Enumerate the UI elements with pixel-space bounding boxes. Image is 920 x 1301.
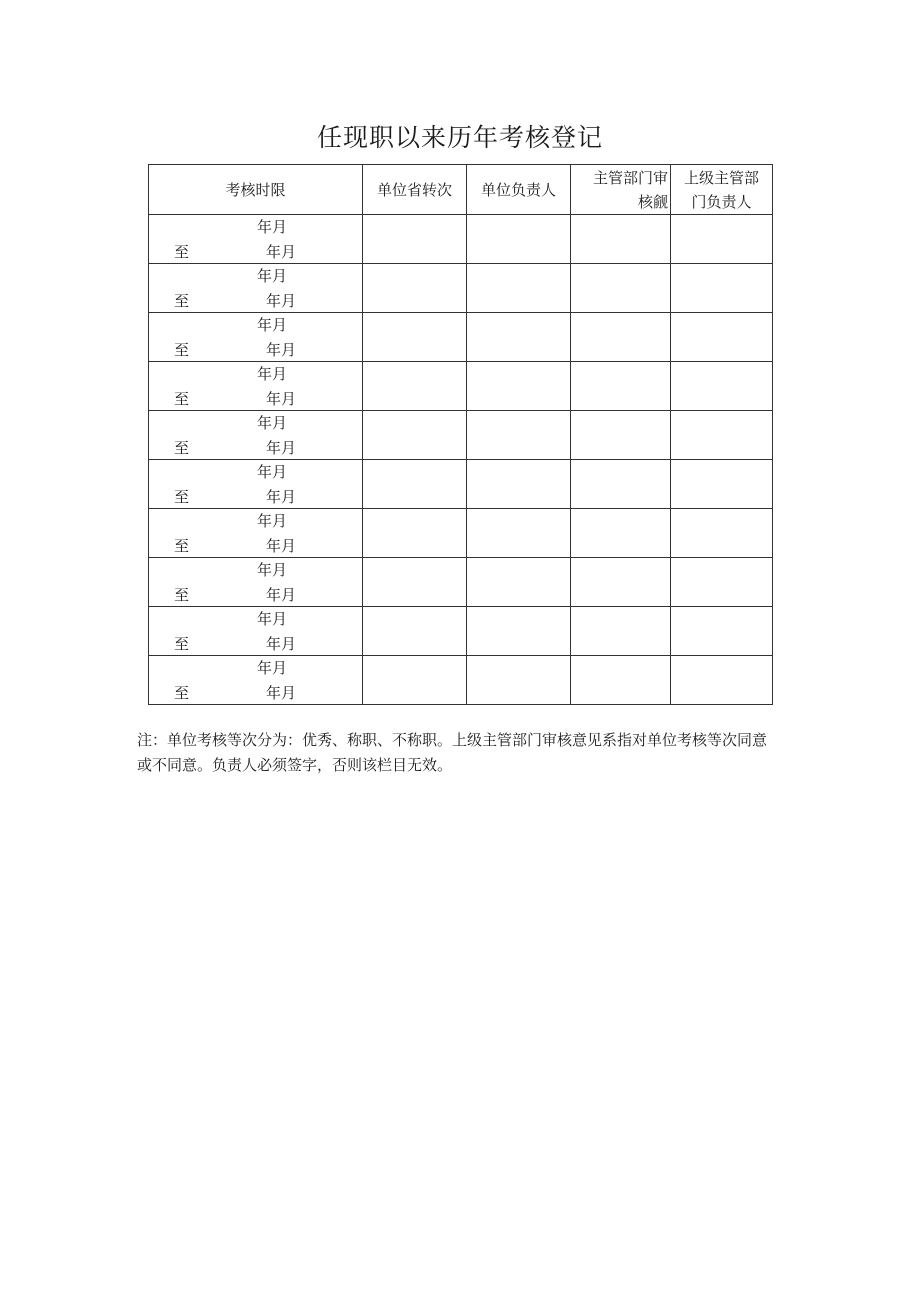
period-until-label: 年月 <box>266 439 297 457</box>
period-to-label: 至 <box>174 537 190 555</box>
period-until-label: 年月 <box>266 292 297 310</box>
period-from-label: 年月 <box>257 267 288 285</box>
period-until-label: 年月 <box>266 243 297 261</box>
period-until-label: 年月 <box>266 635 297 653</box>
dept-review-cell[interactable] <box>571 264 671 313</box>
period-until-label: 年月 <box>266 537 297 555</box>
period-to-label: 至 <box>174 243 190 261</box>
period-to-label: 至 <box>174 390 190 408</box>
superior-head-signature-cell[interactable] <box>671 264 773 313</box>
grade-cell[interactable] <box>363 411 467 460</box>
period-cell[interactable] <box>149 215 363 264</box>
grade-cell[interactable] <box>363 264 467 313</box>
period-to-label: 至 <box>174 341 190 359</box>
period-until-label: 年月 <box>266 390 297 408</box>
unit-head-signature-cell[interactable] <box>467 509 571 558</box>
dept-review-cell[interactable] <box>571 362 671 411</box>
unit-head-signature-cell[interactable] <box>467 264 571 313</box>
header-grade: 单位省转次 <box>363 165 467 215</box>
grade-cell[interactable] <box>363 362 467 411</box>
period-from-label: 年月 <box>257 365 288 383</box>
period-cell[interactable] <box>149 362 363 411</box>
superior-head-signature-cell[interactable] <box>671 460 773 509</box>
grade-cell[interactable] <box>363 509 467 558</box>
unit-head-signature-cell[interactable] <box>467 411 571 460</box>
dept-review-cell[interactable] <box>571 607 671 656</box>
table-row <box>149 313 773 362</box>
superior-head-signature-cell[interactable] <box>671 607 773 656</box>
period-from-label: 年月 <box>257 659 288 677</box>
table-row <box>149 362 773 411</box>
period-to-label: 至 <box>174 586 190 604</box>
period-cell[interactable] <box>149 607 363 656</box>
period-cell[interactable] <box>149 264 363 313</box>
header-superior-head-line2: 门负责人 <box>691 192 752 211</box>
unit-head-signature-cell[interactable] <box>467 656 571 705</box>
grade-cell[interactable] <box>363 607 467 656</box>
grade-cell[interactable] <box>363 313 467 362</box>
table-row <box>149 558 773 607</box>
header-dept-review-line1: 主管部门审 <box>592 168 668 187</box>
period-from-label: 年月 <box>257 316 288 334</box>
period-until-label: 年月 <box>266 684 297 702</box>
superior-head-signature-cell[interactable] <box>671 558 773 607</box>
period-to-label: 至 <box>174 439 190 457</box>
header-dept-review-line2: 核觎 <box>637 192 668 211</box>
assessment-register-table <box>148 164 773 705</box>
period-until-label: 年月 <box>266 586 297 604</box>
period-to-label: 至 <box>174 292 190 310</box>
period-from-label: 年月 <box>257 463 288 481</box>
table-row <box>149 411 773 460</box>
grade-cell[interactable] <box>363 460 467 509</box>
superior-head-signature-cell[interactable] <box>671 509 773 558</box>
grade-cell[interactable] <box>363 656 467 705</box>
period-to-label: 至 <box>174 684 190 702</box>
dept-review-cell[interactable] <box>571 558 671 607</box>
unit-head-signature-cell[interactable] <box>467 607 571 656</box>
period-from-label: 年月 <box>257 414 288 432</box>
table-row <box>149 656 773 705</box>
period-from-label: 年月 <box>257 610 288 628</box>
header-superior-head-line1: 上级主管部 <box>683 168 759 187</box>
period-from-label: 年月 <box>257 218 288 236</box>
dept-review-cell[interactable] <box>571 509 671 558</box>
superior-head-signature-cell[interactable] <box>671 656 773 705</box>
period-cell[interactable] <box>149 411 363 460</box>
period-cell[interactable] <box>149 656 363 705</box>
unit-head-signature-cell[interactable] <box>467 362 571 411</box>
period-from-label: 年月 <box>257 561 288 579</box>
unit-head-signature-cell[interactable] <box>467 558 571 607</box>
unit-head-signature-cell[interactable] <box>467 460 571 509</box>
period-cell[interactable] <box>149 460 363 509</box>
period-cell[interactable] <box>149 313 363 362</box>
superior-head-signature-cell[interactable] <box>671 215 773 264</box>
dept-review-cell[interactable] <box>571 460 671 509</box>
period-to-label: 至 <box>174 635 190 653</box>
period-to-label: 至 <box>174 488 190 506</box>
period-cell[interactable] <box>149 509 363 558</box>
dept-review-cell[interactable] <box>571 656 671 705</box>
table-row <box>149 264 773 313</box>
dept-review-cell[interactable] <box>571 313 671 362</box>
period-until-label: 年月 <box>266 488 297 506</box>
table-row <box>149 607 773 656</box>
grade-cell[interactable] <box>363 558 467 607</box>
header-superior-head <box>671 165 773 215</box>
table-header-row <box>149 165 773 215</box>
table-row <box>149 215 773 264</box>
header-unit-head: 单位负责人 <box>467 165 571 215</box>
superior-head-signature-cell[interactable] <box>671 313 773 362</box>
table-row <box>149 509 773 558</box>
superior-head-signature-cell[interactable] <box>671 362 773 411</box>
period-cell[interactable] <box>149 558 363 607</box>
period-until-label: 年月 <box>266 341 297 359</box>
superior-head-signature-cell[interactable] <box>671 411 773 460</box>
header-period: 考核时限 <box>149 165 363 215</box>
unit-head-signature-cell[interactable] <box>467 313 571 362</box>
dept-review-cell[interactable] <box>571 215 671 264</box>
page-title: 任现职以来历年考核登记 <box>316 123 603 152</box>
table-row <box>149 460 773 509</box>
footnote: 注：单位考核等次分为：优秀、称职、不称职。上级主管部门审核意见系指对单位考核等次同意或不同意。负责人必须签字，否则该栏目无效。 <box>137 731 768 774</box>
grade-cell[interactable] <box>363 215 467 264</box>
period-from-label: 年月 <box>257 512 288 530</box>
unit-head-signature-cell[interactable] <box>467 215 571 264</box>
dept-review-cell[interactable] <box>571 411 671 460</box>
header-dept-review <box>571 165 671 215</box>
